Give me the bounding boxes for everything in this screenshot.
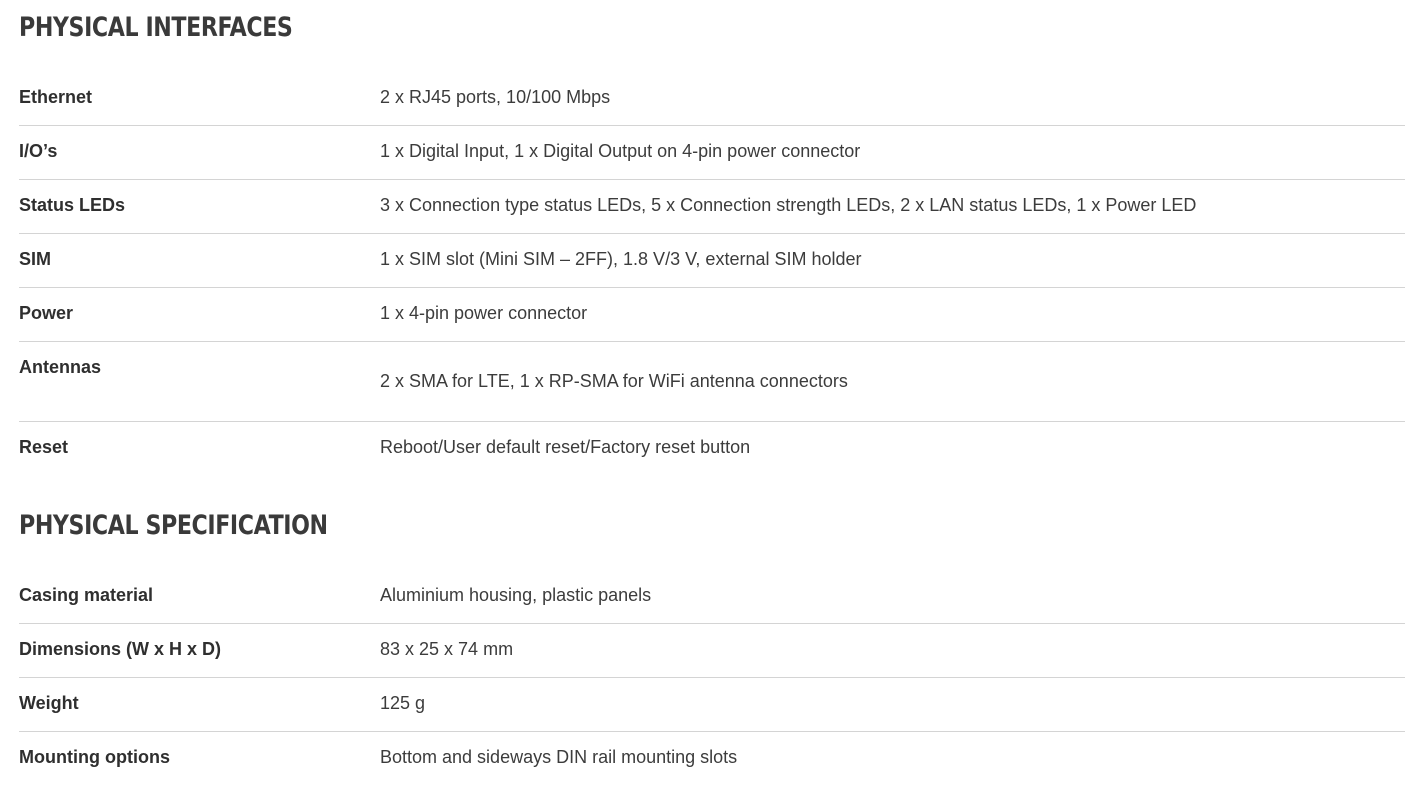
spec-table-physical-interfaces xyxy=(19,72,1405,475)
spec-value: 125 g xyxy=(380,693,426,713)
spec-row-sim xyxy=(19,234,1405,288)
spec-row-status-leds xyxy=(19,180,1405,234)
spec-label: I/O’s xyxy=(19,141,58,161)
spec-row-casing-material xyxy=(19,570,1405,624)
spec-value: 3 x Connection type status LEDs, 5 x Connection strength LEDs, 2 x LAN status LEDs, 1 x Power LED xyxy=(380,195,1197,215)
spec-row-weight xyxy=(19,678,1405,732)
spec-value: Bottom and sideways DIN rail mounting slots xyxy=(380,747,738,767)
spec-value: 1 x 4-pin power connector xyxy=(380,303,588,323)
spec-value: 2 x SMA for LTE, 1 x RP-SMA for WiFi antenna connectors xyxy=(380,371,848,391)
section-title-physical-interfaces: PHYSICAL INTERFACES xyxy=(19,12,293,43)
spec-label: Mounting options xyxy=(19,747,170,767)
spec-value: Reboot/User default reset/Factory reset button xyxy=(380,437,751,457)
spec-row-ethernet xyxy=(19,72,1405,126)
spec-label: Reset xyxy=(19,437,69,457)
spec-row-dimensions xyxy=(19,624,1405,678)
spec-row-power xyxy=(19,288,1405,342)
spec-table-physical-specification xyxy=(19,570,1405,785)
spec-label: Antennas xyxy=(19,357,102,377)
spec-value: Aluminium housing, plastic panels xyxy=(380,585,652,605)
spec-value: 2 x RJ45 ports, 10/100 Mbps xyxy=(380,87,611,107)
spec-value: 83 x 25 x 74 mm xyxy=(380,639,514,659)
spec-label: Casing material xyxy=(19,585,154,605)
spec-label: Dimensions (W x H x D) xyxy=(19,639,222,659)
spec-value: 1 x Digital Input, 1 x Digital Output on 4-pin power connector xyxy=(380,141,861,161)
spec-label: Power xyxy=(19,303,74,323)
spec-label: Weight xyxy=(19,693,79,713)
spec-label: Ethernet xyxy=(19,87,93,107)
spec-row-antennas xyxy=(19,342,1405,422)
spec-row-io xyxy=(19,126,1405,180)
section-title-physical-specification: PHYSICAL SPECIFICATION xyxy=(19,510,328,541)
spec-label: Status LEDs xyxy=(19,195,126,215)
spec-row-reset xyxy=(19,422,1405,475)
spec-value: 1 x SIM slot (Mini SIM – 2FF), 1.8 V/3 V, external SIM holder xyxy=(380,249,862,269)
spec-label: SIM xyxy=(19,249,52,269)
spec-row-mounting-options xyxy=(19,732,1405,785)
